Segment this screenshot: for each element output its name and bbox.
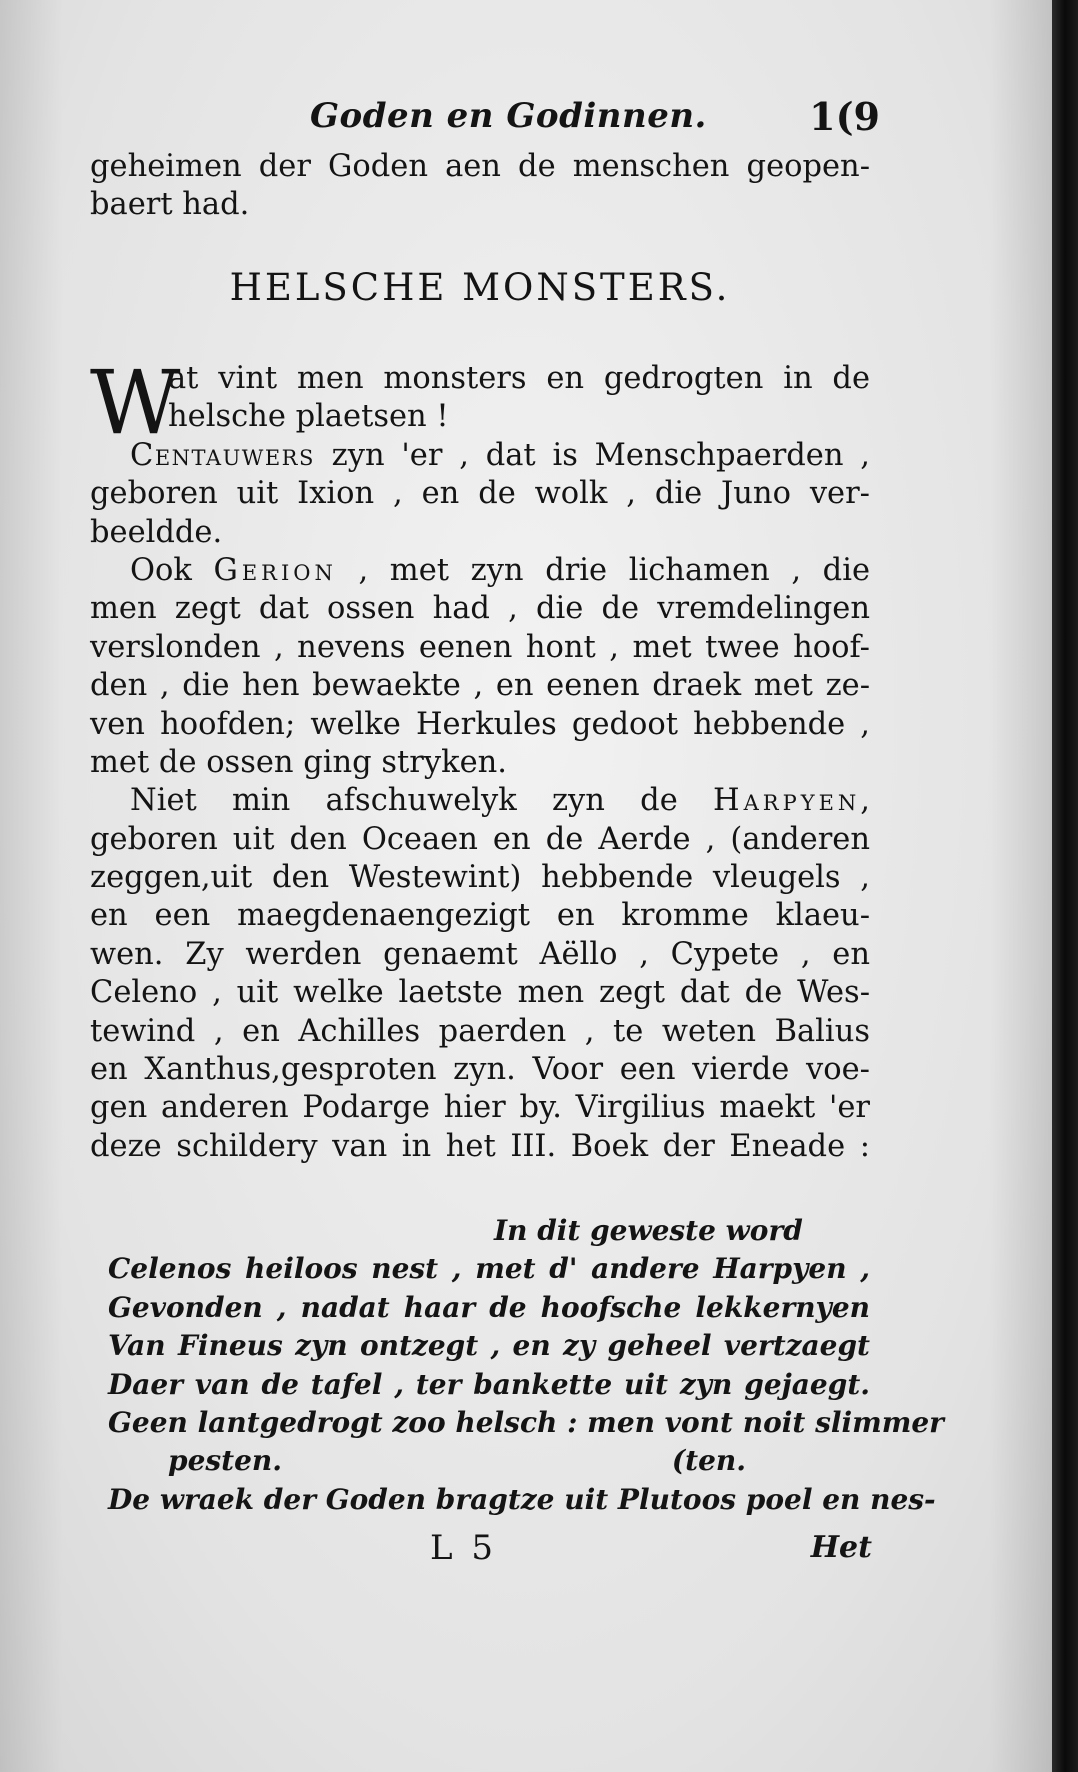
text-line: tewind , en Achilles paerden , te weten Balius: [90, 1013, 870, 1049]
text-line: helsche plaetsen !: [168, 399, 449, 435]
text-line: zeggen,uit den Westewint) hebbende vleugels ,: [90, 860, 870, 896]
section-heading: HELSCHE MONSTERS.: [229, 266, 731, 309]
name-harpyen: Harpyen: [713, 783, 861, 819]
paragraph-first-line: [90, 782, 870, 820]
page-header: [90, 96, 880, 146]
text-line: ven hoofden; welke Herkules gedoot hebbende ,: [90, 706, 870, 742]
drop-cap: W: [90, 351, 181, 454]
text-line: beeldde.: [90, 514, 223, 550]
text-line: en een maegdenaengezigt en kromme klaeu-: [90, 898, 870, 934]
verse-line: Van Fineus zyn ontzegt , en zy geheel vertzaegt: [108, 1329, 870, 1363]
text-line: geboren uit den Oceaen en de Aerde , (anderen: [90, 821, 870, 857]
page-footer: [90, 1528, 872, 1572]
verse-line: In dit geweste word: [494, 1214, 803, 1247]
text-line: gen anderen Podarge hier by. Virgilius maekt 'er: [90, 1090, 870, 1126]
verse-line: Celenos heiloos nest , met d' andere Harpyen ,: [108, 1252, 870, 1286]
name-centauwers: Centauwers: [130, 437, 315, 473]
text-line: en Xanthus,gesproten zyn. Voor een vierde voe-: [90, 1052, 870, 1088]
text-line: Celeno , uit welke laetste men zegt dat de Wes-: [90, 975, 870, 1011]
verse-line: De wraek der Goden bragtze uit Plutoos poel en nes-: [108, 1482, 936, 1516]
text-line: wen. Zy werden genaemt Aëllo , Cypete , en: [90, 936, 870, 972]
text-line: at vint men monsters en gedrogten in de: [168, 361, 870, 396]
text-line: geboren uit Ixion , en de wolk , die Juno ver-: [90, 476, 870, 512]
verse-quotation: [108, 1212, 944, 1519]
text-line: den , die hen bewaekte , en eenen draek met ze-: [90, 668, 870, 704]
catchword: Het: [810, 1530, 872, 1565]
verse-line: pesten. (ten.: [168, 1444, 747, 1478]
name-gerion: Gerion: [213, 552, 337, 588]
page-number: 1(9: [809, 94, 880, 139]
verse-line: Geen lantgedrogt zoo helsch : men vont noit slimmer: [108, 1405, 944, 1439]
text-run: , met zyn drie lichamen , die: [336, 552, 870, 588]
paragraph-first-line: [90, 552, 870, 590]
intro-text: [90, 148, 870, 225]
text-run: zyn 'er , dat is Menschpaerden ,: [314, 437, 870, 473]
text-line: men zegt dat ossen had , die de vremdelingen: [90, 591, 870, 627]
verse-line: Gevonden , nadat haar de hoofsche lekkernyen: [108, 1290, 870, 1324]
text-line: met de ossen ging stryken.: [90, 744, 507, 780]
running-head: Goden en Godinnen.: [310, 96, 707, 136]
signature-mark: L 5: [430, 1528, 498, 1568]
paragraph-first-line: [90, 437, 870, 475]
text-run: Niet min afschuwelyk zyn de: [130, 783, 714, 819]
text-line: verslonden , nevens eenen hont , met twee hoof-: [90, 629, 870, 665]
verse-line: Daer van de tafel , ter bankette uit zyn gejaegt.: [108, 1367, 870, 1401]
text-line: deze schildery van in het III. Boek der Eneade :: [90, 1128, 870, 1164]
main-text: [90, 351, 870, 1166]
text-line: baert had.: [90, 187, 250, 223]
text-run: ,: [860, 783, 870, 819]
book-spine-shadow: [1052, 0, 1078, 1772]
text-line: geheimen der Goden aen de menschen geopen-: [90, 149, 870, 184]
text-run: Ook: [130, 552, 214, 588]
